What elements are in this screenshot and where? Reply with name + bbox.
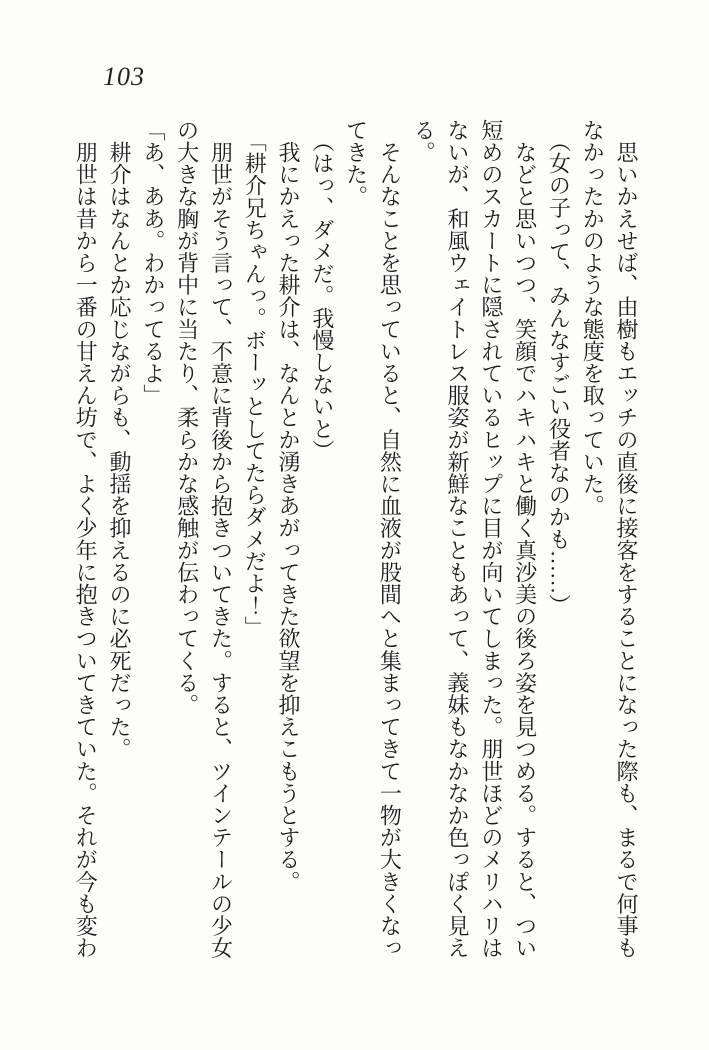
text-line-2: なかったかのような態度を取っていた。	[580, 119, 606, 517]
text-line-4: などと思いつつ、笑顔でハキハキと働く真沙美の後ろ姿を見つめる。すると、つい	[512, 119, 538, 959]
text-line-12: 「耕介兄ちゃんっ。ボーッとしてたらダメだよ！」	[242, 119, 268, 639]
text-line-11: 我にかえった耕介は、なんとか湧きあがってきた欲望を抑えこもうとする。	[276, 119, 302, 893]
body-text	[68, 119, 643, 964]
text-line-3: （女の子って、みんなすごい役者なのかも……）	[546, 119, 572, 617]
text-line-17: 朋世は昔から一番の甘えん坊で、よく少年に抱きついてきていた。それが今も変わ	[73, 119, 99, 959]
text-line-6: ないが、和風ウェイトレス服姿が新鮮なこともあって、義妹もなかなか色っぽく見え	[445, 119, 471, 959]
text-line-10: （はっ、ダメだ。我慢しないと）	[309, 119, 335, 462]
page-number: 103	[103, 62, 145, 91]
text-line-5: 短めのスカートに隠されているヒップに目が向いてしまった。朋世ほどのメリハリは	[478, 119, 504, 959]
text-line-13: 朋世がそう言って、不意に背後から抱きついてきた。すると、ツインテールの少女	[208, 119, 234, 959]
text-line-1: 思いかえせば、由樹もエッチの直後に接客をすることになった際も、まるで何事も	[614, 119, 639, 959]
text-line-14: の大きな胸が背中に当たり、柔らかな感触が伝わってくる。	[174, 119, 200, 716]
text-line-8: そんなことを思っていると、自然に血液が股間へと集まってきて一物が大きくなっ	[377, 119, 403, 959]
text-line-7: る。	[411, 119, 437, 164]
text-line-15: 「あ、ああ。わかってるよ」	[140, 119, 166, 407]
text-line-16: 耕介はなんとか応じながらも、動揺を抑えるのに必死だった。	[107, 119, 133, 760]
text-line-9: てきた。	[343, 119, 369, 208]
